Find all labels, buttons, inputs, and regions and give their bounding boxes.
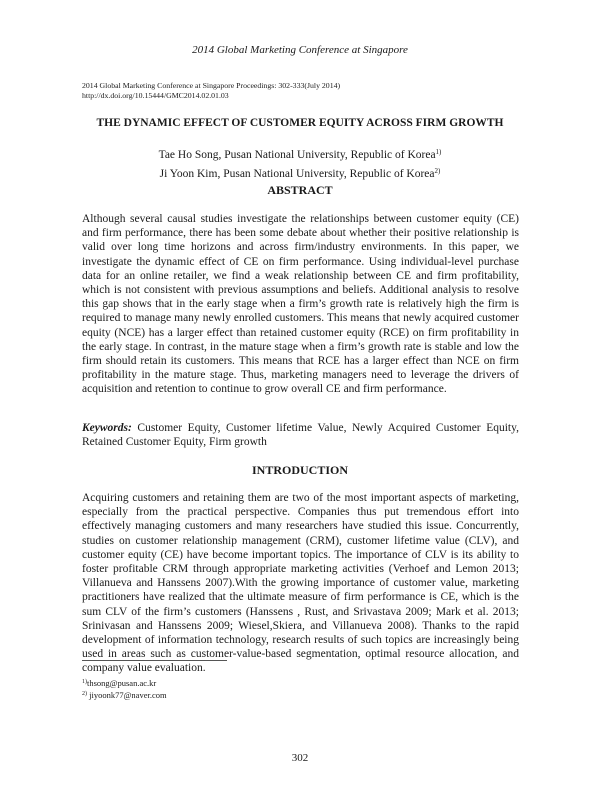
footnote-2 xyxy=(82,689,167,701)
footnote-2-mark: 2) xyxy=(82,691,87,697)
footnotes xyxy=(82,677,167,701)
author-2 xyxy=(0,163,600,182)
footnote-1 xyxy=(82,677,167,689)
footnote-2-email[interactable]: jiyoonk77@naver.com xyxy=(87,690,167,700)
author-2-affiliation: Ji Yoon Kim, Pusan National University, Republic of Korea xyxy=(159,168,435,180)
author-2-footnote-mark: 2) xyxy=(434,167,441,175)
introduction-heading: INTRODUCTION xyxy=(251,463,348,477)
keywords-text: Customer Equity, Customer lifetime Value, Newly Acquired Customer Equity, Retained Customer Equity, Firm growth xyxy=(82,422,519,449)
author-1-affiliation: Tae Ho Song, Pusan National University, Republic of Korea xyxy=(158,149,436,161)
running-header: 2014 Global Marketing Conference at Singapore xyxy=(192,44,408,56)
paper-title: THE DYNAMIC EFFECT OF CUSTOMER EQUITY ACROSS FIRM GROWTH xyxy=(96,117,504,129)
author-list xyxy=(0,144,600,182)
proceedings-info xyxy=(82,81,340,101)
footnote-1-email[interactable]: thsong@pusan.ac.kr xyxy=(87,678,157,688)
abstract-heading: ABSTRACT xyxy=(267,183,333,197)
abstract-body: Although several causal studies investigate the relationships between customer equity (CE) and firm performance, there has been some debate about whether their positive relationship is valid over long time horizons and across firm/industry environments. In this paper, we investigate the dynamic effect of CE on firm performance. Using individual-level purchase data for an online retailer, we find a weak relationship between CE and firm profitability, which is not consistent with previous assumptions and beliefs. Additional analysis to resolve this gap shows that in the early stage when a firm’s growth rate is relatively high the firm is required to manage many newly enrolled customers. This means that newly acquired customer equity (NCE) has a larger effect than retained customer equity (RCE) on firm profitability in the early stage. In contrast, in the mature stage when a firm’s growth rate is stable and low the firm should retain its customers. This means that RCE has a larger effect than NCE on firm profitability in the mature stage. Thus, marketing managers need to leverage the drivers of acquisition and retention to continue to grow overall CE and firm performance. xyxy=(82,213,519,396)
keywords xyxy=(82,421,519,449)
footnote-1-mark: 1) xyxy=(82,679,87,685)
author-1 xyxy=(0,144,600,163)
footnote-divider xyxy=(82,660,227,661)
author-1-footnote-mark: 1) xyxy=(435,148,442,156)
keywords-label: Keywords: xyxy=(82,422,132,434)
introduction-body: Acquiring customers and retaining them are two of the most important aspects of marketing, especially from the practical perspective. Companies thus put tremendous effort into effectively managing customers and many researchers have studied this issue. Concurrently, studies on customer relationship management (CRM), customer lifetime value (CLV), and customer equity (CE) have become important topics. The importance of CLV is its ability to foster profitable CRM through appropriate marketing activities (Verhoef and Lemon 2013; Villanueva and Hanssens 2007).With the growing importance of customer value, marketing practitioners have realized that the ultimate measure of firm performance is CE, which is the sum CLV of the firm’s customers (Hanssens , Rust, and Srivastava 2009; Mark et al. 2013; Srinivasan and Hanssens 2009; Wiesel,Skiera, and Villanueva 2008). Thanks to the rapid development of information technology, research results of such topics are increasingly being used in areas such as customer-value-based segmentation, optimal resource allocation, and company value evaluation. xyxy=(82,492,519,675)
proceedings-citation: 2014 Global Marketing Conference at Singapore Proceedings: 302-333(July 2014) xyxy=(82,81,341,90)
page-number: 302 xyxy=(291,752,309,764)
doi-link[interactable]: http://dx.doi.org/10.15444/GMC2014.02.01.03 xyxy=(82,91,229,100)
